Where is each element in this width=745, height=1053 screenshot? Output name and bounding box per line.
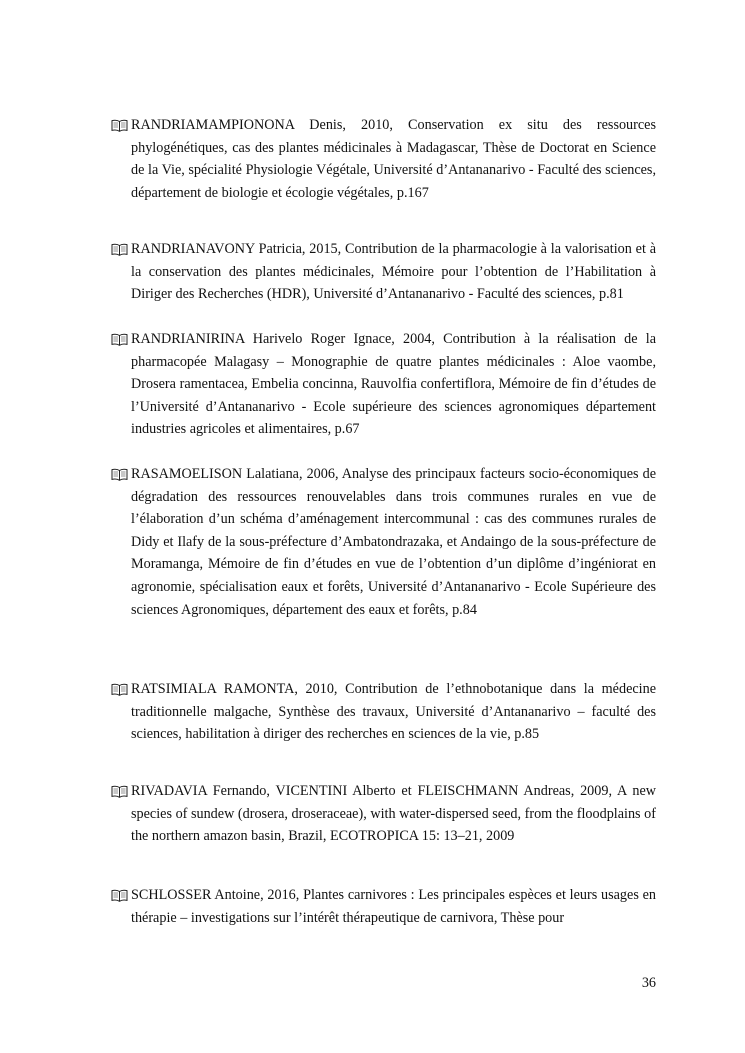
- book-icon: [111, 238, 131, 260]
- reference-text: RANDRIANAVONY Patricia, 2015, Contribution de la pharmacologie à la valorisation et à la conservation des plantes médicinales, Mémoire pour l’obtention de l’Habilitation à Diriger des Recherches (HDR), Université d’Antananarivo - Faculté des sciences, p.81: [131, 241, 656, 303]
- book-icon: [111, 114, 131, 136]
- reference-text: RANDRIANIRINA Harivelo Roger Ignace, 2004, Contribution à la réalisation de la pharmacopée Malagasy – Monographie de quatre plantes médicinales : Aloe vaombe, Drosera ramentacea, Embelia concinna, Rauvolfia confertiflora, Mémoire de fin d’études de l’Université d’Antananarivo - Ecole supérieure des sciences agronomiques département industries agricoles et alimentaires, p.67: [131, 331, 656, 438]
- page-number: 36: [641, 975, 656, 991]
- reference-text: SCHLOSSER Antoine, 2016, Plantes carnivores : Les principales espèces et leurs usages en thérapie – investigations sur l’intérêt thérapeutique de carnivora, Thèse pour: [131, 887, 656, 926]
- reference-entry: [111, 884, 656, 929]
- reference-entry: [111, 238, 656, 306]
- reference-entry: [111, 114, 656, 204]
- reference-entry: [111, 463, 656, 621]
- book-icon: [111, 328, 131, 350]
- reference-text: RANDRIAMAMPIONONA Denis, 2010, Conservation ex situ des ressources phylogénétiques, cas des plantes médicinales à Madagascar, Thèse de Doctorat en Science de la Vie, spécialité Physiologie Végétale, Université d’Antananarivo - Faculté des sciences, département de biologie et écologie végétales, p.167: [131, 117, 656, 201]
- book-icon: [111, 678, 131, 700]
- reference-text: RATSIMIALA RAMONTA, 2010, Contribution de l’ethnobotanique dans la médecine traditionnelle malgache, Synthèse des travaux, Université d’Antananarivo – faculté des sciences, habilitation à diriger des recherches en sciences de la vie, p.85: [131, 681, 656, 743]
- reference-text: RASAMOELISON Lalatiana, 2006, Analyse des principaux facteurs socio-économiques de dégradation des ressources renouvelables dans trois communes rurales en vue de l’élaboration d’un schéma d’aménagement intercommunal : cas des communes rurales de Didy et Ilafy de la sous-préfecture d’Ambatondrazaka, et Andaingo de la sous-préfecture de Moramanga, Mémoire de fin d’études en vue de l’obtention d’un diplôme d’ingéniorat en agronomie, spécialisation eaux et forêts, Université d’Antananarivo - Ecole Supérieure des sciences Agronomiques, département des eaux et forêts, p.84: [131, 466, 656, 618]
- reference-entry: [111, 678, 656, 746]
- reference-entry: [111, 328, 656, 441]
- book-icon: [111, 780, 131, 802]
- reference-entry: [111, 780, 656, 848]
- book-icon: [111, 463, 131, 485]
- reference-text: RIVADAVIA Fernando, VICENTINI Alberto et FLEISCHMANN Andreas, 2009, A new species of sundew (drosera, droseraceae), with water-dispersed seed, from the floodplains of the northern amazon basin, Brazil, ECOTROPICA 15: 13–21, 2009: [131, 783, 656, 845]
- book-icon: [111, 884, 131, 906]
